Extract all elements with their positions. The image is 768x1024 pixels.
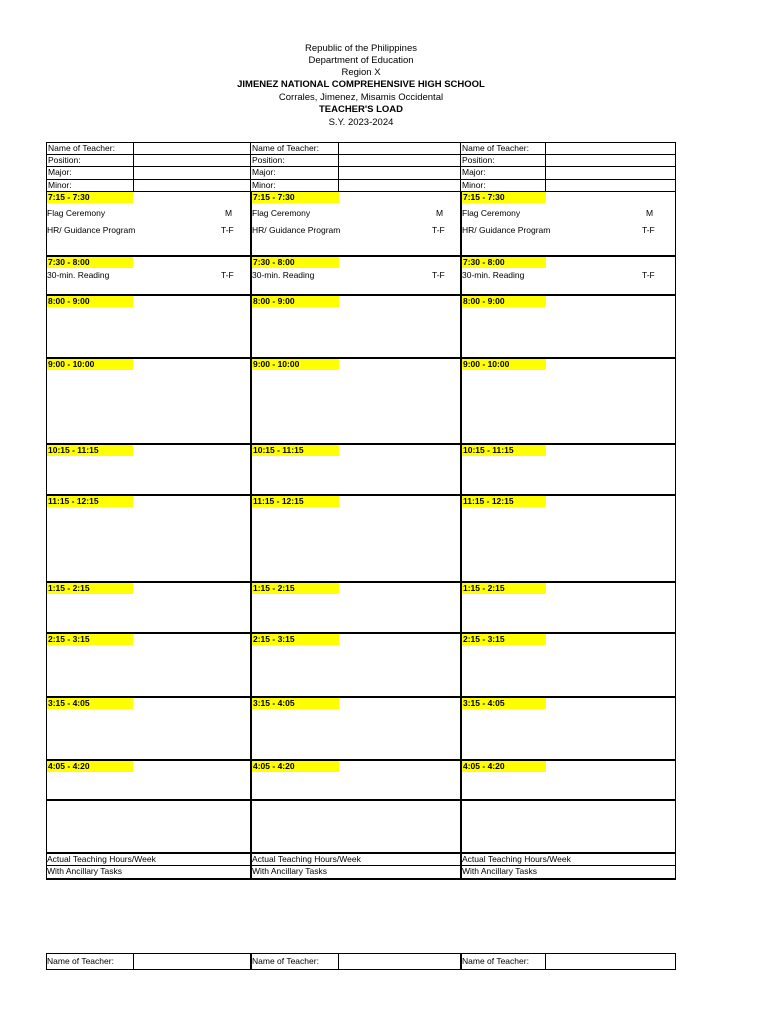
info-value-position[interactable] — [338, 154, 460, 167]
footer-label-ancillary: With Ancillary Tasks — [252, 866, 327, 876]
info-value-position[interactable] — [133, 154, 250, 167]
footer-label-hours: Actual Teaching Hours/Week — [47, 854, 156, 864]
footer-row-ancillary[interactable] — [460, 865, 676, 880]
second-name-label-cell — [250, 953, 338, 970]
time-block[interactable] — [460, 357, 676, 444]
time-slot-label: 2:15 - 3:15 — [252, 634, 339, 645]
time-slot-label: 9:00 - 10:00 — [252, 359, 339, 370]
time-block[interactable] — [250, 696, 461, 760]
time-block[interactable] — [46, 294, 251, 358]
second-name-value[interactable] — [338, 953, 460, 970]
time-slot-label: 3:15 - 4:05 — [47, 698, 133, 709]
time-slot-label: 4:05 - 4:20 — [47, 761, 133, 772]
time-block[interactable] — [460, 632, 676, 697]
time-block[interactable] — [460, 191, 676, 256]
time-block[interactable] — [250, 632, 461, 697]
time-block[interactable] — [46, 759, 251, 800]
second-name-value[interactable] — [545, 953, 676, 970]
time-slot-label: 11:15 - 12:15 — [462, 496, 546, 507]
second-name-label-cell — [46, 953, 133, 970]
header-department: Department of Education — [308, 55, 414, 66]
time-block[interactable] — [46, 255, 251, 295]
time-block[interactable] — [460, 759, 676, 800]
info-label-cell — [46, 154, 133, 167]
reading-day: T-F — [642, 270, 655, 280]
time-block[interactable] — [250, 294, 461, 358]
time-slot-label: 9:00 - 10:00 — [462, 359, 546, 370]
time-slot-label: 7:15 - 7:30 — [252, 192, 339, 203]
reading-label: 30-min. Reading — [47, 270, 110, 280]
info-label-position: Position: — [252, 155, 285, 166]
flag-ceremony-label: Flag Ceremony — [462, 208, 521, 218]
info-label-cell — [46, 166, 133, 179]
time-slot-label: 8:00 - 9:00 — [462, 296, 546, 307]
time-slot-label: 1:15 - 2:15 — [47, 583, 133, 594]
time-block[interactable] — [46, 443, 251, 495]
time-block[interactable] — [46, 494, 251, 582]
time-block[interactable] — [250, 759, 461, 800]
time-block[interactable] — [46, 357, 251, 444]
time-slot-label: 10:15 - 11:15 — [462, 445, 546, 456]
info-label-position: Position: — [462, 155, 495, 166]
reading-day: T-F — [432, 270, 445, 280]
footer-row-ancillary[interactable] — [250, 865, 461, 880]
flag-ceremony-label: Flag Ceremony — [252, 208, 311, 218]
time-block[interactable] — [46, 581, 251, 633]
time-slot-label: 4:05 - 4:20 — [462, 761, 546, 772]
flag-ceremony-day: M — [646, 208, 654, 218]
info-value-major[interactable] — [545, 166, 676, 179]
time-slot-label: 4:05 - 4:20 — [252, 761, 339, 772]
header-school-year: S.Y. 2023-2024 — [328, 117, 394, 128]
time-block[interactable] — [46, 799, 251, 853]
info-label-minor: Minor: — [462, 179, 486, 190]
time-block[interactable] — [250, 443, 461, 495]
guidance-program-label: HR/ Guidance Program — [462, 225, 551, 235]
info-value-position[interactable] — [545, 154, 676, 167]
info-label-cell — [460, 154, 545, 167]
header-region: Region X — [341, 67, 381, 78]
info-label-major: Major: — [252, 167, 276, 178]
time-block[interactable] — [460, 443, 676, 495]
time-block[interactable] — [46, 632, 251, 697]
time-block[interactable] — [250, 581, 461, 633]
time-slot-label: 1:15 - 2:15 — [462, 583, 546, 594]
time-slot-label: 7:15 - 7:30 — [47, 192, 133, 203]
time-slot-label: 10:15 - 11:15 — [252, 445, 339, 456]
time-block[interactable] — [250, 191, 461, 256]
info-label-cell — [46, 179, 133, 192]
time-slot-label: 11:15 - 12:15 — [252, 496, 339, 507]
reading-label: 30-min. Reading — [252, 270, 315, 280]
info-label-cell — [250, 179, 338, 192]
second-name-value[interactable] — [133, 953, 250, 970]
time-slot-label: 7:30 - 8:00 — [47, 257, 133, 268]
second-name-label-cell — [460, 953, 545, 970]
footer-row-hours[interactable] — [460, 852, 676, 866]
guidance-program-day: T-F — [642, 225, 655, 235]
flag-ceremony-day: M — [225, 208, 233, 218]
reading-label: 30-min. Reading — [462, 270, 525, 280]
guidance-program-day: T-F — [432, 225, 445, 235]
guidance-program-label: HR/ Guidance Program — [47, 225, 136, 235]
info-label-name: Name of Teacher: — [462, 143, 529, 153]
flag-ceremony-label: Flag Ceremony — [47, 208, 106, 218]
time-slot-label: 10:15 - 11:15 — [47, 445, 133, 456]
time-block[interactable] — [250, 357, 461, 444]
info-value-major[interactable] — [338, 166, 460, 179]
second-name-label: Name of Teacher: — [252, 956, 319, 966]
time-block[interactable] — [460, 696, 676, 760]
header-school-name: JIMENEZ NATIONAL COMPREHENSIVE HIGH SCHOOL — [237, 79, 485, 90]
time-block[interactable] — [460, 255, 676, 295]
footer-row-hours[interactable] — [46, 852, 251, 866]
time-block[interactable] — [250, 494, 461, 582]
header-republic: Republic of the Philippines — [305, 43, 417, 54]
info-label-cell — [460, 179, 545, 192]
info-label-minor: Minor: — [252, 179, 276, 190]
info-label-major: Major: — [48, 167, 72, 178]
header-address: Corrales, Jimenez, Misamis Occidental — [278, 92, 444, 103]
time-slot-label: 7:15 - 7:30 — [462, 192, 546, 203]
info-label-cell — [460, 166, 545, 179]
info-value-minor[interactable] — [133, 179, 250, 192]
info-value-major[interactable] — [133, 166, 250, 179]
time-block[interactable] — [460, 799, 676, 853]
time-slot-label: 3:15 - 4:05 — [462, 698, 546, 709]
time-slot-label: 2:15 - 3:15 — [47, 634, 133, 645]
time-slot-label: 7:30 - 8:00 — [462, 257, 546, 268]
info-value-minor[interactable] — [545, 179, 676, 192]
info-label-cell — [250, 154, 338, 167]
time-block[interactable] — [250, 255, 461, 295]
time-slot-label: 2:15 - 3:15 — [462, 634, 546, 645]
footer-label-ancillary: With Ancillary Tasks — [462, 866, 537, 876]
footer-row-ancillary[interactable] — [46, 865, 251, 880]
info-label-name: Name of Teacher: — [252, 143, 319, 153]
time-slot-label: 1:15 - 2:15 — [252, 583, 339, 594]
info-label-major: Major: — [462, 167, 486, 178]
time-block[interactable] — [250, 799, 461, 853]
guidance-program-label: HR/ Guidance Program — [252, 225, 341, 235]
footer-label-hours: Actual Teaching Hours/Week — [252, 854, 361, 864]
info-label-cell — [250, 166, 338, 179]
info-label-minor: Minor: — [48, 179, 72, 190]
time-slot-label: 8:00 - 9:00 — [47, 296, 133, 307]
time-slot-label: 8:00 - 9:00 — [252, 296, 339, 307]
time-slot-label: 9:00 - 10:00 — [47, 359, 133, 370]
flag-ceremony-day: M — [436, 208, 444, 218]
time-block[interactable] — [460, 581, 676, 633]
time-block[interactable] — [46, 191, 251, 256]
info-label-name: Name of Teacher: — [48, 143, 115, 153]
footer-label-ancillary: With Ancillary Tasks — [47, 866, 122, 876]
footer-label-hours: Actual Teaching Hours/Week — [462, 854, 571, 864]
second-name-label: Name of Teacher: — [462, 956, 529, 966]
info-value-minor[interactable] — [338, 179, 460, 192]
info-label-position: Position: — [48, 155, 81, 166]
time-slot-label: 11:15 - 12:15 — [47, 496, 133, 507]
time-slot-label: 3:15 - 4:05 — [252, 698, 339, 709]
guidance-program-day: T-F — [221, 225, 234, 235]
second-name-label: Name of Teacher: — [47, 956, 114, 966]
reading-day: T-F — [221, 270, 234, 280]
time-slot-label: 7:30 - 8:00 — [252, 257, 339, 268]
time-block[interactable] — [46, 696, 251, 760]
time-block[interactable] — [460, 294, 676, 358]
header-form-title: TEACHER'S LOAD — [318, 104, 404, 115]
footer-row-hours[interactable] — [250, 852, 461, 866]
time-block[interactable] — [460, 494, 676, 582]
